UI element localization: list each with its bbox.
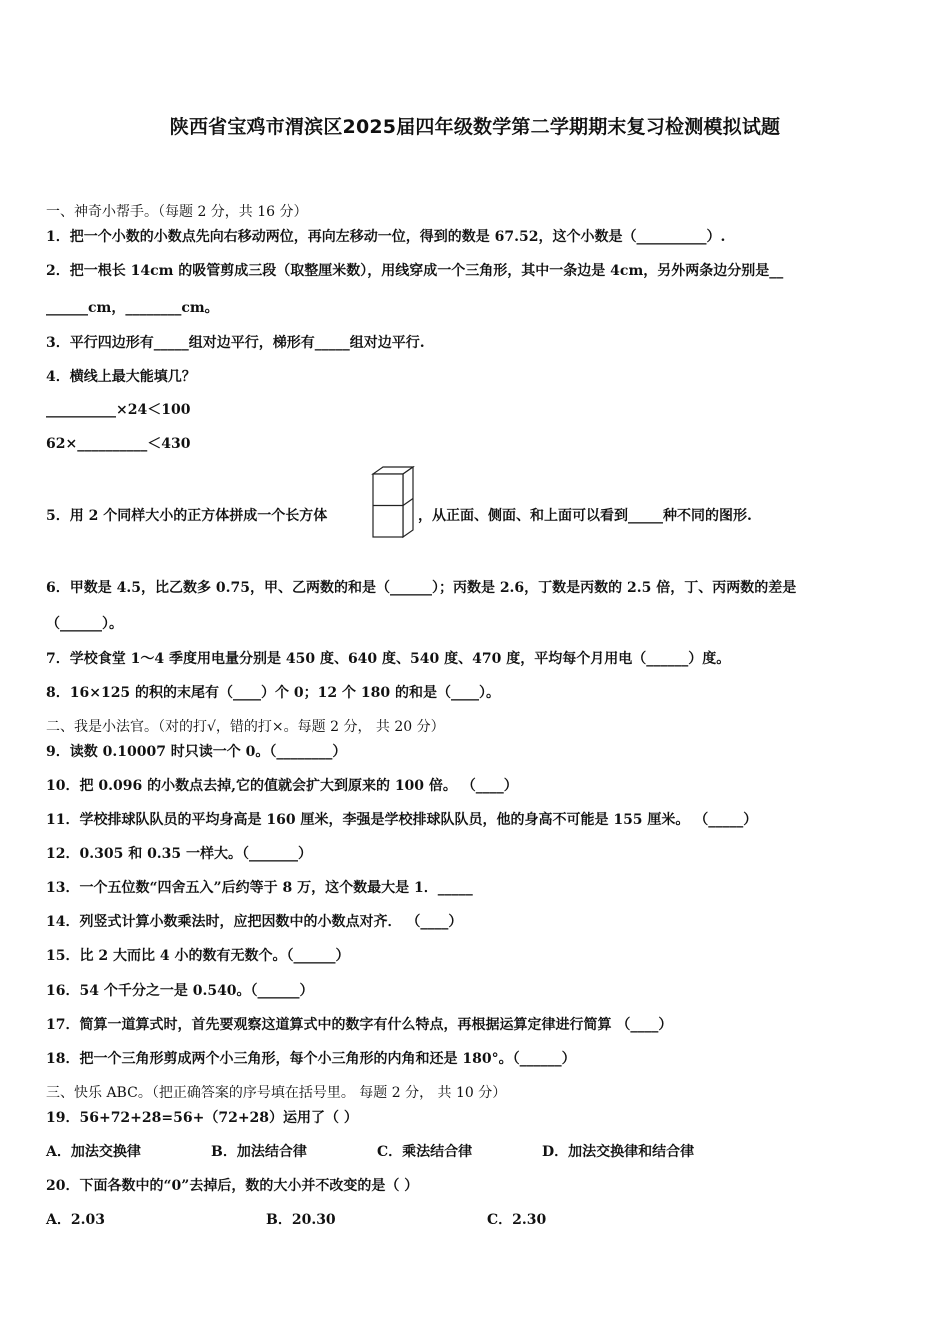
question-10: 10．把 0.096 的小数点去掉,它的值就会扩大到原来的 100 倍。 （____） bbox=[46, 778, 518, 794]
question-20-option-a: A．2.03 bbox=[46, 1212, 105, 1228]
question-19-option-d: D．加法交换律和结合律 bbox=[542, 1144, 695, 1160]
question-6-line-1: 6．甲数是 4.5，比乙数多 0.75，甲、乙两数的和是（______）；丙数是 2.6，丁数是丙数的 2.5 倍，丁、丙两数的差是 bbox=[46, 580, 797, 596]
question-7: 7．学校食堂 1～4 季度用电量分别是 450 度、640 度、540 度、470 度，平均每个月用电（______）度。 bbox=[46, 651, 731, 667]
question-2-line-1: 2．把一根长 14cm 的吸管剪成三段（取整厘米数），用线穿成一个三角形，其中一条边是 4cm，另外两条边分别是__ bbox=[46, 263, 784, 279]
page-title: 陕西省宝鸡市渭滨区2025届四年级数学第二学期期末复习检测模拟试题 bbox=[169, 116, 781, 138]
question-5-part-2: ，从正面、侧面、和上面可以看到_____种不同的图形. bbox=[418, 508, 752, 524]
question-12: 12．0.305 和 0.35 一样大。（_______） bbox=[46, 846, 313, 862]
section-1-heading: 一、神奇小帮手。（每题 2 分，共 16 分） bbox=[46, 204, 308, 220]
question-3: 3．平行四边形有_____组对边平行，梯形有_____组对边平行. bbox=[46, 335, 425, 351]
question-14: 14．列竖式计算小数乘法时，应把因数中的小数点对齐． （____） bbox=[46, 914, 463, 930]
question-13: 13．一个五位数“四舍五入”后约等于 8 万，这个数最大是 1．_____ bbox=[46, 880, 473, 896]
question-1: 1．把一个小数的小数点先向右移动两位，再向左移动一位，得到的数是 67.52，这个小数是（__________）. bbox=[46, 229, 726, 245]
question-4: 4．横线上最大能填几？ bbox=[46, 369, 196, 385]
question-9: 9．读数 0.10007 时只读一个 0。（________） bbox=[46, 744, 347, 760]
question-19: 19．56+72+28=56+（72+28）运用了（ ） bbox=[46, 1110, 358, 1126]
question-5-part-1: 5．用 2 个同样大小的正方体拼成一个长方体 bbox=[46, 508, 328, 524]
question-18: 18．把一个三角形剪成两个小三角形，每个小三角形的内角和还是 180°。（______） bbox=[46, 1051, 576, 1067]
question-20-option-c: C．2.30 bbox=[487, 1212, 547, 1228]
cuboid-figure bbox=[370, 466, 416, 540]
section-3-heading: 三、快乐 ABC。（把正确答案的序号填在括号里。 每题 2 分， 共 10 分） bbox=[46, 1085, 507, 1101]
question-8: 8．16×125 的积的末尾有（____）个 0；12 个 180 的和是（____）。 bbox=[46, 685, 500, 701]
question-2-line-2: ______cm，________cm。 bbox=[46, 300, 219, 316]
question-20: 20．下面各数中的“0”去掉后，数的大小并不改变的是（ ） bbox=[46, 1178, 419, 1194]
question-4-blank-b: 62×__________＜430 bbox=[46, 436, 191, 452]
question-19-option-a: A．加法交换律 bbox=[46, 1144, 141, 1160]
question-6-line-2: （______）。 bbox=[46, 616, 123, 632]
question-19-option-b: B．加法结合律 bbox=[211, 1144, 307, 1160]
question-11: 11．学校排球队队员的平均身高是 160 厘米，李强是学校排球队队员，他的身高不可能是 155 厘米。 （_____） bbox=[46, 812, 758, 828]
question-19-option-c: C．乘法结合律 bbox=[377, 1144, 473, 1160]
question-16: 16．54 个千分之一是 0.540。（______） bbox=[46, 983, 314, 999]
section-2-heading: 二、我是小法官。（对的打√，错的打×。每题 2 分， 共 20 分） bbox=[46, 719, 445, 735]
question-17: 17．简算一道算式时，首先要观察这道算式中的数字有什么特点，再根据运算定律进行简算 （____） bbox=[46, 1017, 673, 1033]
question-15: 15．比 2 大而比 4 小的数有无数个。（______） bbox=[46, 948, 350, 964]
question-20-option-b: B．20.30 bbox=[266, 1212, 336, 1228]
question-4-blank-a: __________×24＜100 bbox=[46, 402, 191, 418]
